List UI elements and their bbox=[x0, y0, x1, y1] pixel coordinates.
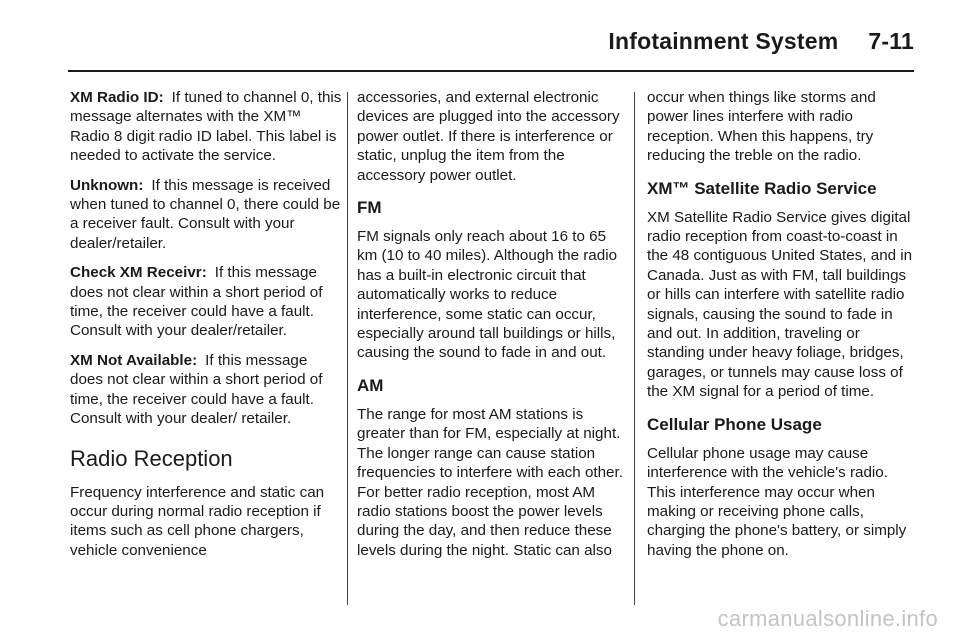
heading-radio-reception: Radio Reception bbox=[70, 445, 233, 471]
paragraph-storms: occur when things like storms and power lines interfere with radio reception. When this happens, try reducing the treble on the radio. bbox=[647, 89, 876, 165]
paragraph-unknown bbox=[70, 176, 342, 254]
term-xm-not-available: XM Not Available: bbox=[70, 351, 198, 369]
column-divider-2 bbox=[634, 92, 635, 605]
header-rule bbox=[68, 70, 914, 72]
column-2 bbox=[357, 88, 629, 570]
heading-cellular-phone-usage: Cellular Phone Usage bbox=[647, 414, 822, 434]
paragraph-accessories: accessories, and external electronic devices are plugged into the accessory power outlet. If there is interference or static, unplug the item from the accessory power outlet. bbox=[357, 89, 620, 184]
paragraph-check-xm-receivr bbox=[70, 263, 342, 341]
term-xm-radio-id: XM Radio ID: bbox=[70, 89, 164, 106]
paragraph-frequency-interference: Frequency interference and static can occur during normal radio reception if items such as cell phone chargers, vehicle convenience bbox=[70, 483, 325, 559]
page-number: 7-11 bbox=[868, 28, 914, 54]
text-xm-not-available: If this message does not clear within a short period of time, the receiver could have a fault. Consult with your dealer/ retailer. bbox=[70, 351, 323, 428]
section-title: Infotainment System bbox=[608, 28, 839, 54]
paragraph-xm-satellite: XM Satellite Radio Service gives digital radio reception from coast-to-coast in the 48 contiguous United States, and in Canada. Just as with FM, tall buildings or hills can interfere with satellite radio signals, causing the sound to fade in and out. In addition, traveling or standing under heavy foliage, bridges, garages, or tunnels may cause loss of the XM signal for a period of time. bbox=[647, 208, 913, 401]
text-check-xm-receivr: If this message does not clear within a short period of time, the receiver could have a fault. Consult with your dealer/retailer. bbox=[70, 264, 323, 340]
page-header bbox=[608, 28, 914, 55]
heading-fm: FM bbox=[357, 198, 382, 218]
text-xm-radio-id: If tuned to channel 0, this message alternates with the XM™ Radio 8 digit radio ID label. This label is needed to activate the service. bbox=[70, 89, 342, 165]
heading-xm-satellite-radio-service: XM™ Satellite Radio Service bbox=[647, 178, 877, 198]
watermark: carmanualsonline.info bbox=[717, 606, 938, 631]
paragraph-am: The range for most AM stations is greater than for FM, especially at night. The longer range can cause station frequencies to interfere with each other. For better radio reception, most AM radio stations boost the power levels during the day, and then reduce these levels during the night. Static can also bbox=[357, 405, 623, 559]
paragraph-xm-radio-id bbox=[70, 88, 342, 166]
term-unknown: Unknown: bbox=[70, 176, 144, 194]
paragraph-xm-not-available bbox=[70, 351, 342, 429]
heading-am: AM bbox=[357, 375, 384, 395]
text-unknown: If this message is received when tuned to channel 0, there could be a receiver fault. Consult with your dealer/retailer. bbox=[70, 176, 341, 252]
column-3 bbox=[647, 88, 919, 570]
term-check-xm-receivr: Check XM Receivr: bbox=[70, 264, 207, 282]
paragraph-cellular: Cellular phone usage may cause interference with the vehicle's radio. This interference may occur when making or receiving phone calls, charging the phone's battery, or simply having the phone on. bbox=[647, 444, 907, 559]
column-divider-1 bbox=[347, 92, 348, 605]
paragraph-fm: FM signals only reach about 16 to 65 km (10 to 40 miles). Although the radio has a built-in electronic circuit that automatically works to reduce interference, some static can occur, especially around tall buildings or hills, causing the sound to fade in and out. bbox=[357, 228, 618, 362]
column-1 bbox=[70, 88, 342, 570]
